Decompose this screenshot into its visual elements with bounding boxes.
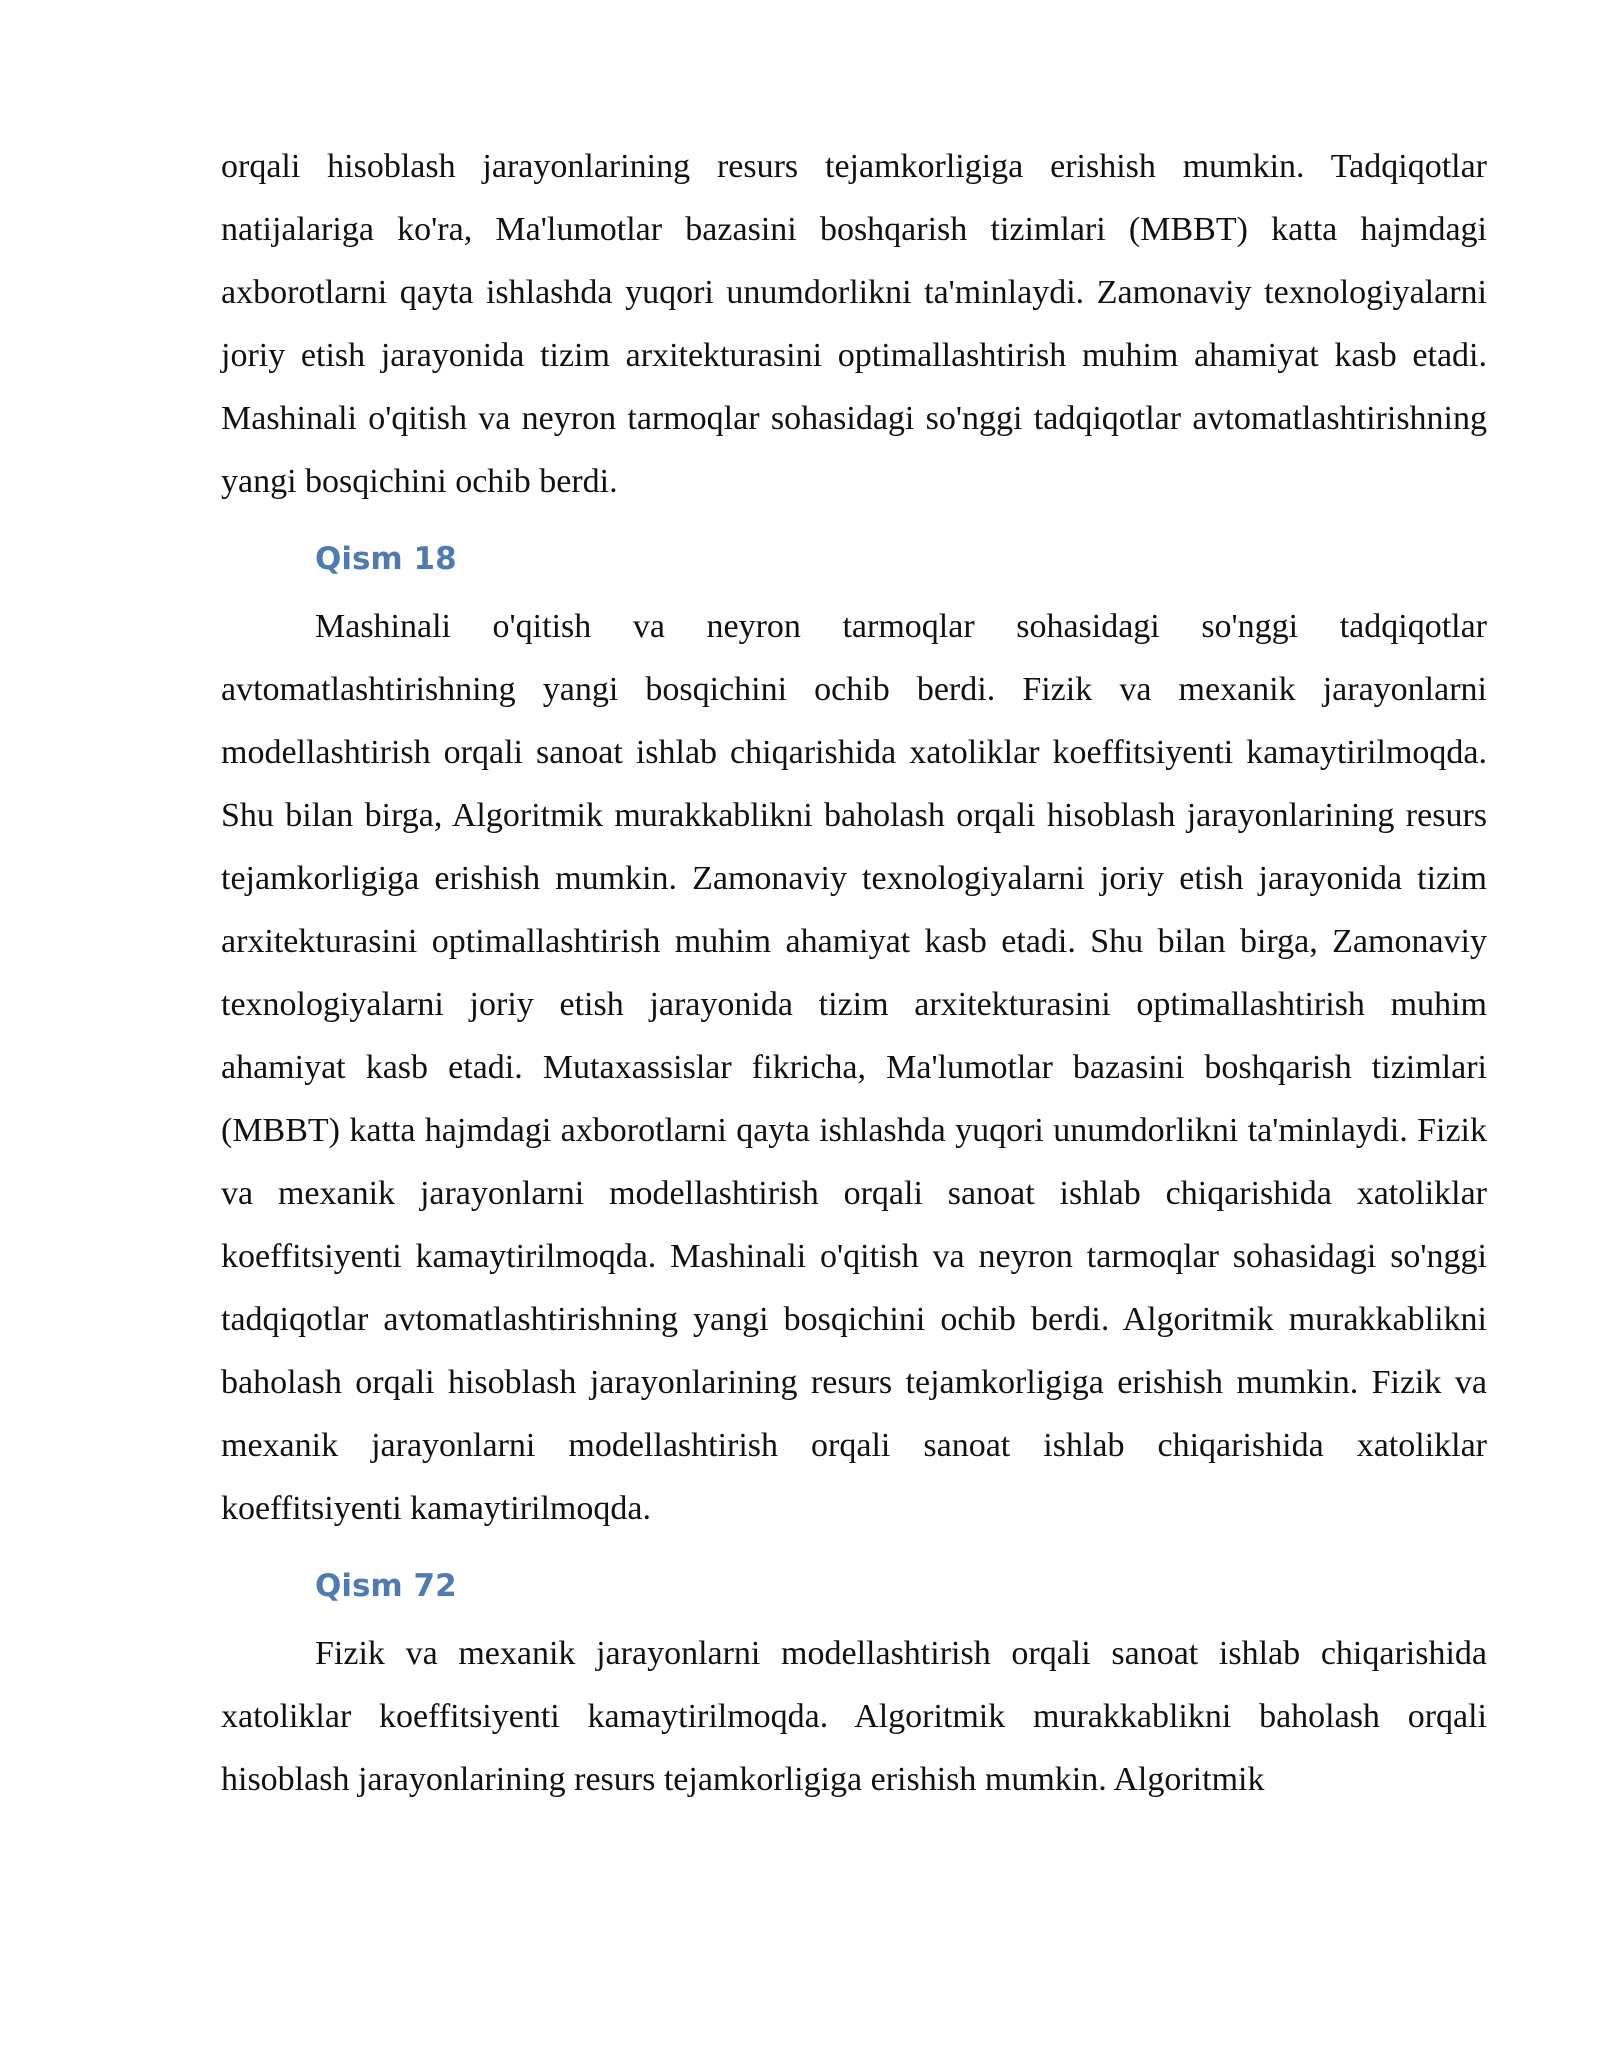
section-heading: Qism 18	[315, 541, 457, 577]
section-paragraph: Mashinali o'qitish va neyron tarmoqlar sohasidagi so'nggi tadqiqotlar avtomatlashtirishning yangi bosqichini ochib berdi. Fizik va mexanik jarayonlarni modellashtirish orqali sanoat ishlab chiqarishida xatoliklar koeffitsiyenti kamaytirilmoqda. Shu bilan birga, Algoritmik murakkablikni baholash orqali hisoblash jarayonlarining resurs tejamkorligiga erishish mumkin. Zamonaviy texnologiyalarni joriy etish jarayonida tizim arxitekturasini optimallashtirish muhim ahamiyat kasb etadi. Shu bilan birga, Zamonaviy texnologiyalarni joriy etish jarayonida tizim arxitekturasini optimallashtirish muhim ahamiyat kasb etadi. Mutaxassislar fikricha, Ma'lumotlar bazasini boshqarish tizimlari (MBBT) katta hajmdagi axborotlarni qayta ishlashda yuqori unumdorlikni ta'minlaydi. Fizik va mexanik jarayonlarni modellashtirish orqali sanoat ishlab chiqarishida xatoliklar koeffitsiyenti kamaytirilmoqda. Mashinali o'qitish va neyron tarmoqlar sohasidagi so'nggi tadqiqotlar avtomatlashtirishning yangi bosqichini ochib berdi. Algoritmik murakkablikni baholash orqali hisoblash jarayonlarining resurs tejamkorligiga erishish mumkin. Fizik va mexanik jarayonlarni modellashtirish orqali sanoat ishlab chiqarishida xatoliklar koeffitsiyenti kamaytirilmoqda.	[221, 608, 1487, 1527]
document-page	[221, 135, 1487, 1811]
intro-paragraph: orqali hisoblash jarayonlarining resurs tejamkorligiga erishish mumkin. Tadqiqotlar natijalariga ko'ra, Ma'lumotlar bazasini boshqarish tizimlari (MBBT) katta hajmdagi axborotlarni qayta ishlashda yuqori unumdorlikni ta'minlaydi. Zamonaviy texnologiyalarni joriy etish jarayonida tizim arxitekturasini optimallashtirish muhim ahamiyat kasb etadi. Mashinali o'qitish va neyron tarmoqlar sohasidagi so'nggi tadqiqotlar avtomatlashtirishning yangi bosqichini ochib berdi.	[221, 148, 1487, 500]
section-paragraph: Fizik va mexanik jarayonlarni modellashtirish orqali sanoat ishlab chiqarishida xatoliklar koeffitsiyenti kamaytirilmoqda. Algoritmik murakkablikni baholash orqali hisoblash jarayonlarining resurs tejamkorligiga erishish mumkin. Algoritmik	[221, 1635, 1487, 1798]
section-heading: Qism 72	[315, 1568, 457, 1604]
